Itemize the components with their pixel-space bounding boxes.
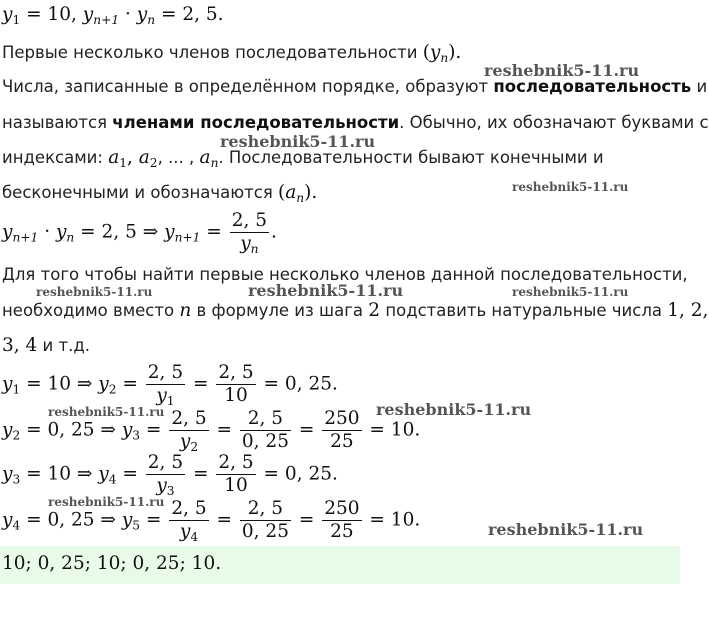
- step-1: $y_1 = 10$ ⇒ $y_2$ = $\frac{2, 5}{y_1}$ = $\frac{2, 5}{10}$ = 0, 25.: [2, 362, 338, 409]
- step-2: $y_2 = 0$, 25 ⇒ $y_3$ = $\frac{2, 5}{y_2}$ = $\frac{2, 5}{0, 25}$ = $\frac{250}{25}$ = 10.: [2, 408, 421, 455]
- watermark: reshebnik5-11.ru: [484, 61, 640, 80]
- watermark: reshebnik5-11.ru: [376, 400, 532, 419]
- watermark: reshebnik5-11.ru: [248, 281, 404, 300]
- para1-line1: Числа, записанные в определённом порядке, образуют последовательность и: [2, 77, 708, 96]
- watermark: reshebnik5-11.ru: [48, 495, 165, 509]
- watermark: reshebnik5-11.ru: [220, 132, 376, 151]
- para2-line2: необходимо вместо n в формуле из шага 2 подставить натуральные числа 1, 2,: [2, 300, 709, 321]
- watermark: reshebnik5-11.ru: [36, 285, 153, 299]
- watermark: reshebnik5-11.ru: [48, 405, 165, 419]
- para1-line4: бесконечными и обозначаются $(a_n)$.: [2, 182, 318, 205]
- answer-box: [0, 546, 680, 584]
- fraction: $\frac{2, 5}{y_n}$: [231, 210, 267, 257]
- para2-line1: Для того чтобы найти первые несколько членов данной последовательности,: [2, 265, 688, 284]
- recurrence-formula: $y_{n+1} \cdot y_n = 2$, 5 ⇒ $y_{n+1}$ = $\frac{2, 5}{y_n}$ .: [2, 210, 277, 257]
- para1-line3: индексами: $a_1$, $a_2$, ... , $a_n$. Последовательности бывают конечными и: [2, 147, 604, 170]
- step-4: $y_4 = 0$, 25 ⇒ $y_5$ = $\frac{2, 5}{y_4}$ = $\frac{2, 5}{0, 25}$ = $\frac{250}{25}$ = 10.: [2, 498, 421, 545]
- watermark: reshebnik5-11.ru: [488, 520, 644, 539]
- watermark: reshebnik5-11.ru: [512, 180, 629, 194]
- watermark: reshebnik5-11.ru: [512, 285, 629, 299]
- section-title: Первые несколько членов последовательности $(y_n)$.: [2, 42, 462, 65]
- para2-line3: 3, 4 и т.д.: [2, 335, 91, 356]
- para1-line2: называются членами последовательности. Обычно, их обозначают буквами с: [2, 113, 709, 132]
- step-3: $y_3 = 10$ ⇒ $y_4$ = $\frac{2, 5}{y_3}$ = $\frac{2, 5}{10}$ = 0, 25.: [2, 452, 338, 499]
- answer-text: 10; 0, 25; 10; 0, 25; 10.: [2, 553, 222, 574]
- given-equation: $y_1 = 10$, $y_{n+1} \cdot y_n = 2$, 5.: [2, 4, 224, 27]
